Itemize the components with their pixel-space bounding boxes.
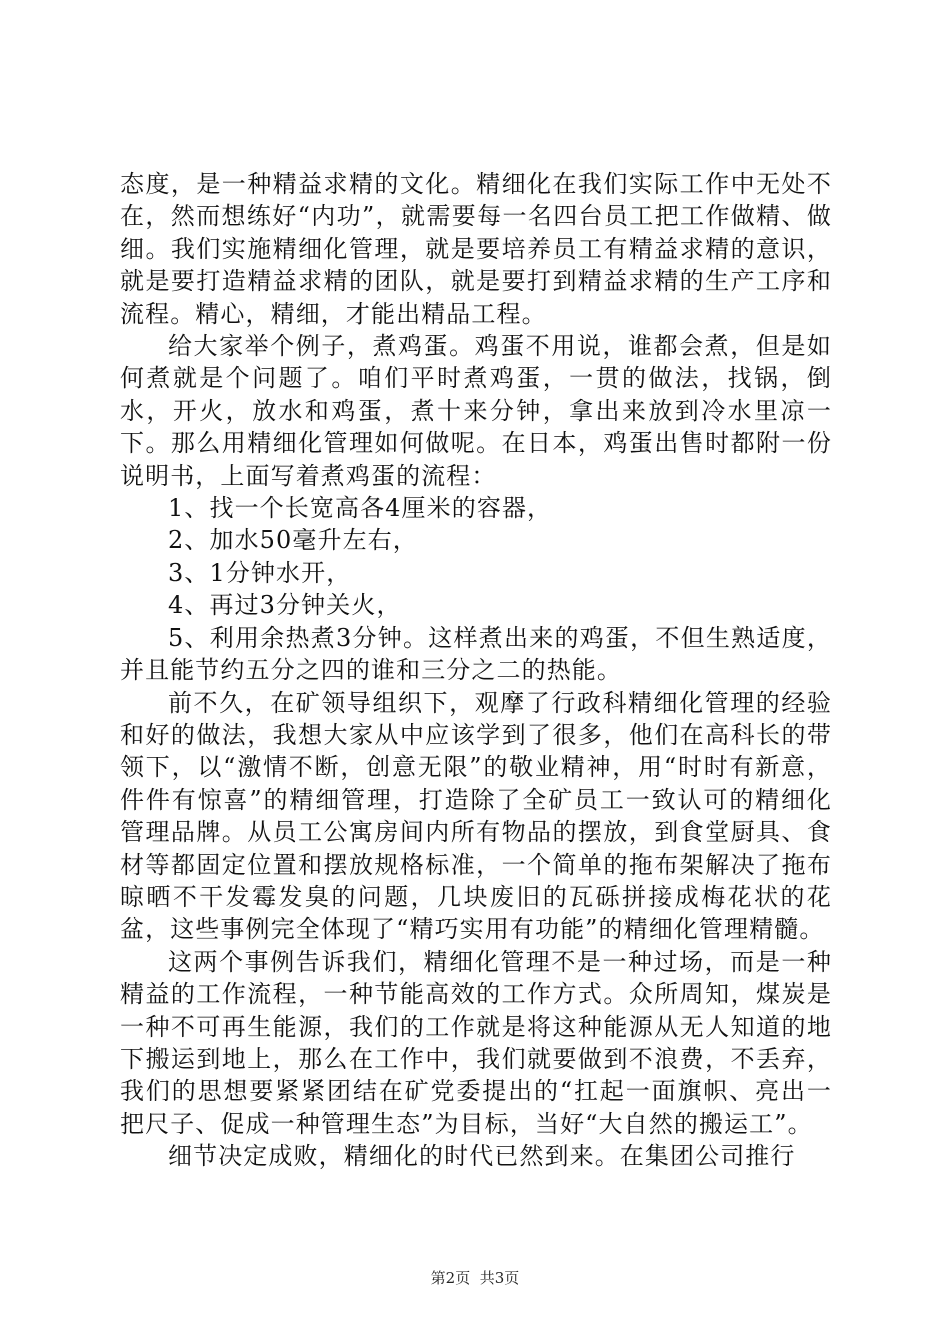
paragraph-details-decide: 细节决定成败，精细化的时代已然到来。在集团公司推行 [168,1142,796,1171]
paragraph-boiled-egg-example: 给大家举个例子，煮鸡蛋。鸡蛋不用说，谁都会煮，但是如何煮就是个问题了。咱们平时煮鸡蛋，一贯的做法，找锅，倒水，开火，放水和鸡蛋，煮十来分钟，拿出来放到冷水里凉一下。那么用精细化管理如何做呢。在日本，鸡蛋出售时都附一份说明书，上面写着煮鸡蛋的流程： [120,332,832,490]
paragraph-two-examples-conclusion: 这两个事例告诉我们，精细化管理不是一种过场，而是一种精益的工作流程，一种节能高效的工作方式。众所周知，煤炭是一种不可再生能源，我们的工作就是将这种能源从无人知道的地下搬运到地上，那么在工作中，我们就要做到不浪费，不丢弃，我们的思想要紧紧团结在矿党委提出的“扛起一面旗帜、亮出一把尺子、促成一种管理生态”为目标，当好“大自然的搬运工”。 [120,947,832,1138]
paragraph-continuation: 态度，是一种精益求精的文化。精细化在我们实际工作中无处不在，然而想练好“内功”，就需要每一名四台员工把工作做精、做细。我们实施精细化管理，就是要培养员工有精益求精的意识，就是要打造精益求精的团队，就是要打到精益求精的生产工序和流程。精心，精细，才能出精品工程。 [120,170,832,328]
list-item-step-2: 2、加水50毫升左右， [168,526,418,555]
list-item-step-5: 5、利用余热煮3分钟。这样煮出来的鸡蛋，不但生熟适度，并且能节约五分之四的谁和三分之二的热能。 [120,623,832,685]
document-body [120,168,832,1173]
page-footer [0,1268,950,1288]
page-total: 共3页 [479,1269,520,1287]
paragraph-admin-section-example: 前不久，在矿领导组织下，观摩了行政科精细化管理的经验和好的做法，我想大家从中应该学到了很多，他们在高科长的带领下，以“激情不断，创意无限”的敬业精神，用“时时有新意，件件有惊喜”的精细管理，打造除了全矿员工一致认可的精细化管理品牌。从员工公寓房间内所有物品的摆放，到食堂厨具、食材等都固定位置和摆放规格标准，一个简单的拖布架解决了拖布晾晒不干发霉发臭的问题，几块废旧的瓦砾拼接成梅花状的花盆，这些事例完全体现了“精巧实用有功能”的精细化管理精髓。 [120,688,832,944]
page-number: 第2页 [430,1269,471,1287]
list-item-step-3: 3、1分钟水开， [168,558,352,587]
list-item-step-4: 4、再过3分钟关火， [168,591,402,620]
list-item-step-1: 1、找一个长宽高各4厘米的容器， [168,494,553,523]
